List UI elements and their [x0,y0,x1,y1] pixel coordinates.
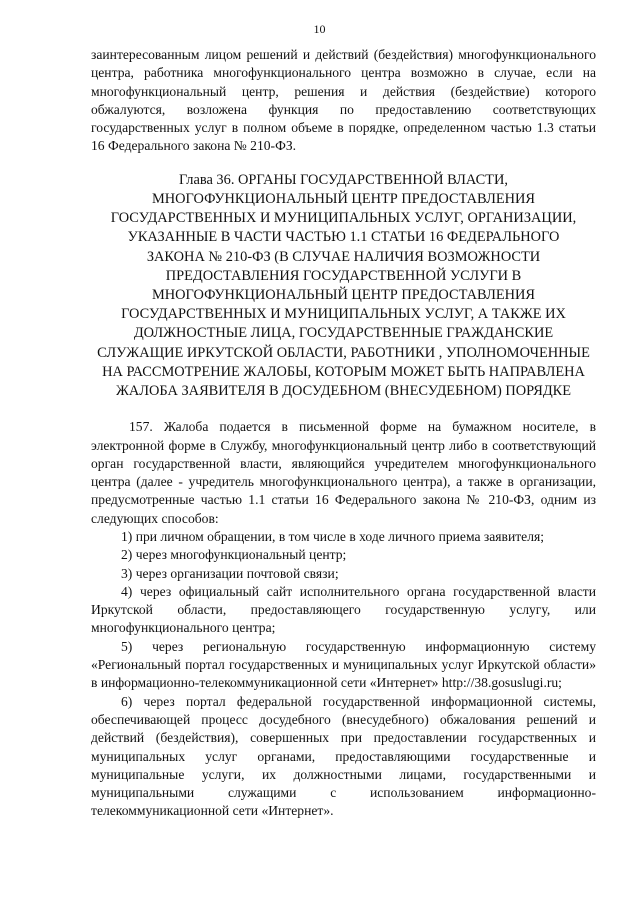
method-item-1: 1) при личном обращении, в том числе в ходе личного приема заявителя; [121,529,545,544]
page-content [91,46,596,821]
chapter-heading: Глава 36. ОРГАНЫ ГОСУДАРСТВЕННОЙ ВЛАСТИ, МНОГОФУНКЦИОНАЛЬНЫЙ ЦЕНТР ПРЕДОСТАВЛЕНИЯ ГОСУДАРСТВЕННЫХ И МУНИЦИПАЛЬНЫХ УСЛУГ, ОРГАНИЗАЦИИ, УКАЗАННЫЕ В ЧАСТИ ЧАСТЬЮ 1.1 СТАТЬИ 16 ФЕДЕРАЛЬНОГО ЗАКОНА № 210-ФЗ (В СЛУЧАЕ НАЛИЧИЯ ВОЗМОЖНОСТИ ПРЕДОСТАВЛЕНИЯ ГОСУДАРСТВЕННОЙ УСЛУГИ В МНОГОФУНКЦИОНАЛЬНЫЙ ЦЕНТР ПРЕДОСТАВЛЕНИЯ ГОСУДАРСТВЕННЫХ И МУНИЦИПАЛЬНЫХ УСЛУГ, А ТАКЖЕ ИХ ДОЛЖНОСТНЫЕ ЛИЦА, ГОСУДАРСТВЕННЫЕ ГРАЖДАНСКИЕ СЛУЖАЩИЕ ИРКУТСКОЙ ОБЛАСТИ, РАБОТНИКИ , УПОЛНОМОЧЕННЫЕ НА РАССМОТРЕНИЕ ЖАЛОБЫ, КОТОРЫМ МОЖЕТ БЫТЬ НАПРАВЛЕНА ЖАЛОБА ЗАЯВИТЕЛЯ В ДОСУДЕБНОМ (ВНЕСУДЕБНОМ) ПОРЯДКЕ [97,171,590,400]
page-number: 10 [313,22,326,36]
method-item-2: 2) через многофункциональный центр; [121,547,347,563]
point-157: 157. Жалоба подается в письменной форме на бумажном носителе, в электронной форме в Службу, многофункциональный центр либо в соответствующий орган государственной власти, являющийся учредителем многофункционального центра (далее - учредитель многофункционального центра), а также в организации, предусмотренные частью 1.1 статьи 16 Федерального закона № 210-ФЗ, одним из следующих способов: [91,419,596,526]
method-item-4: 4) через официальный сайт исполнительного органа государственной власти Иркутской области, предоставляющего государственную услугу, или многофункционального центра; [91,583,596,636]
method-item-3: 3) через организации почтовой связи; [121,565,339,581]
method-item-5: 5) через региональную государственную информационную систему «Региональный портал государственных и муниципальных услуг Иркутской области» в информационно-телекоммуникационной сети «Интернет» http://38.gosuslugi.ru; [91,638,596,691]
method-item-6: 6) через портал федеральной государственной информационной системы, обеспечивающей процесс досудебного (внесудебного) обжалования решений и действий (бездействия), совершенных при предоставлении государственных и муниципальных услуг органами, предоставляющими государственные и муниципальные услуги, их должностными лицами, государственными и муниципальными служащими с использованием информационно-телекоммуникационной сети «Интернет». [91,693,596,819]
intro-paragraph: заинтересованным лицом решений и действий (бездействия) многофункционального центра, работника многофункционального центра возможно в случае, если на многофункциональный центр, решения и действия (бездействие) которого обжалуются, возложена функция по предоставлению соответствующих государственных услуг в полном объеме в порядке, определенном частью 1.3 статьи 16 Федерального закона № 210-ФЗ. [91,47,596,154]
